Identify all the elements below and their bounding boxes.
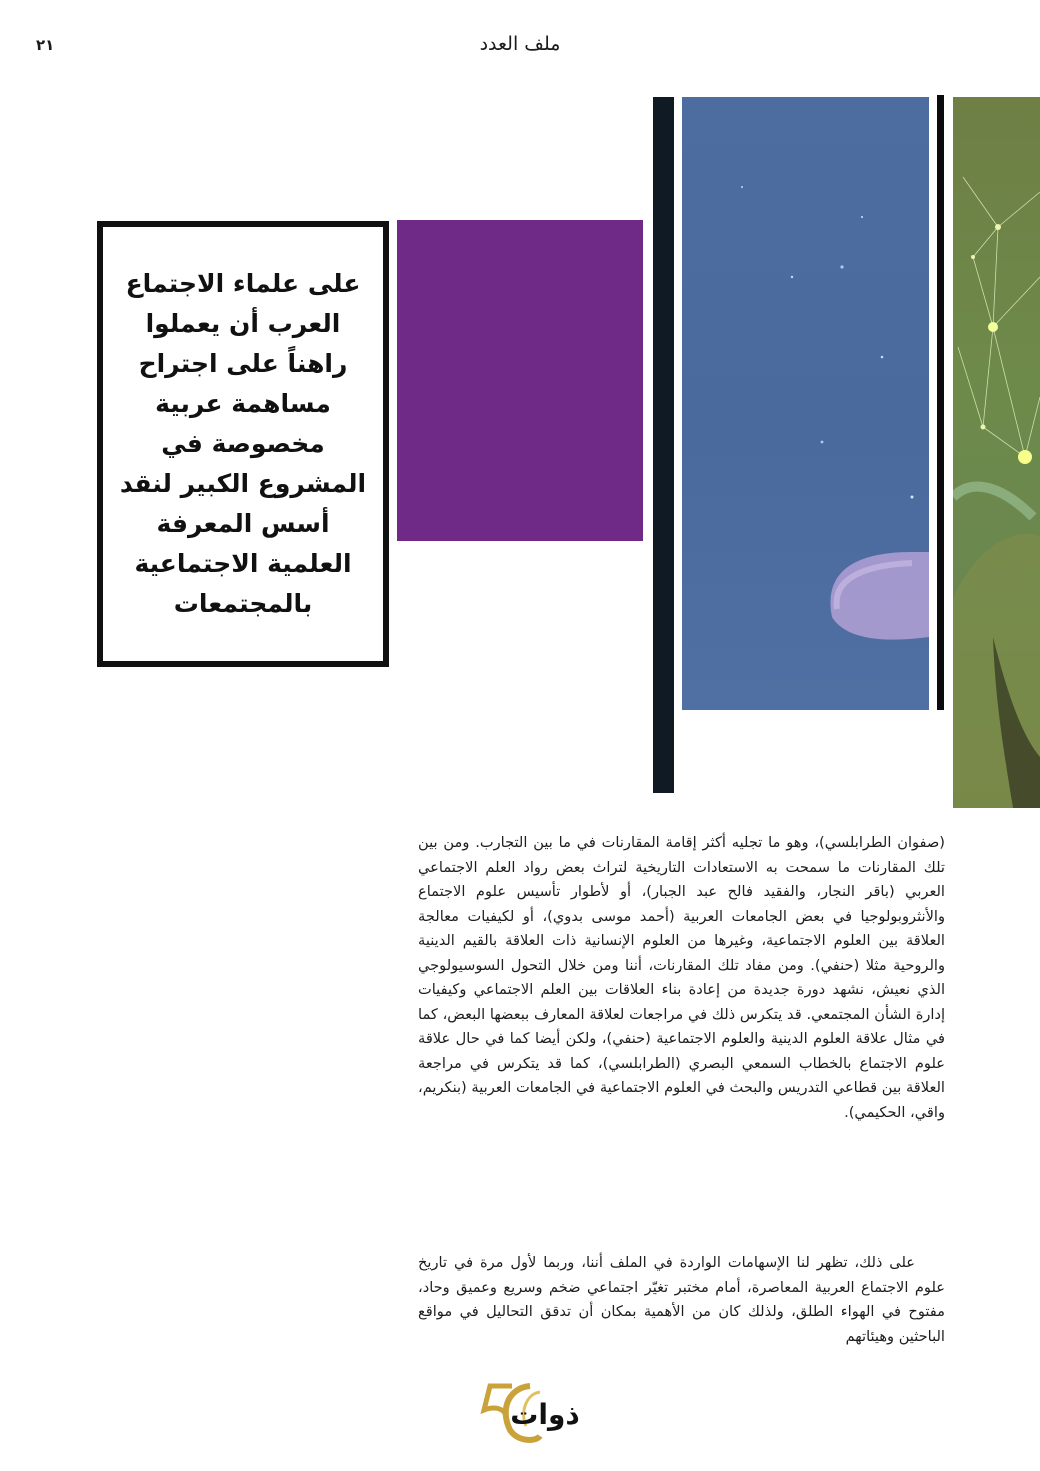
- network-illustration: [953, 97, 1040, 808]
- dark-vertical-bar: [653, 97, 674, 793]
- purple-color-block: [397, 220, 643, 541]
- article-paragraph-2: على ذلك، تظهر لنا الإسهامات الواردة في الملف أننا، وربما لأول مرة في تاريخ علوم الاجتماع العربية المعاصرة، أمام مختبر تغيّر اجتماعي ضخم وسريع وعميق وحاد، مفتوح في الهواء الطلق، ولذلك كان من الأهمية بمكان أن تدقق التحاليل في مواقع الباحثين وهيئاتهم: [418, 1254, 945, 1345]
- blue-image-panel: [682, 97, 929, 710]
- pull-quote-box: [97, 221, 389, 667]
- thin-vertical-bar: [937, 95, 944, 710]
- page-number: ٢١: [36, 36, 55, 54]
- pull-quote-text: على علماء الاجتماع العرب أن يعملوا راهناً على اجتراح مساهمة عربية مخصوصة في المشروع الكبير لنقد أسس المعرفة العلمية الاجتماعية بالمجتمعات: [119, 269, 367, 618]
- section-title: ملف العدد: [479, 33, 561, 55]
- logo-wordmark: ذوات: [510, 1398, 580, 1431]
- hand-finger-illustration: [682, 97, 929, 710]
- article-paragraph-1: (صفوان الطرابلسي)، وهو ما تجليه أكثر إقامة المقارنات في ما بين التجارب. ومن بين تلك المقارنات ما سمحت به الاستعادات التاريخية لتراث بعض رواد العلم الاجتماعي العربي (باقر النجار، والفقيد فالح عبد الجبار)، أو لأطوار تأسيس علوم الاجتماع والأنثروبولوجيا في بعض الجامعات العربية (أحمد موسى بدوي)، أو لكيفيات معالجة العلاقة بين العلوم الاجتماعية، وغيرها من العلوم الإنسانية ذات العلاقة بالقيم الدينية والروحية مثلا (حنفي). ومن مفاد تلك المقارنات، أننا ومن خلال التحول السوسيولوجي الذي نعيش، نشهد دورة جديدة من إعادة بناء العلاقات بين العلم الاجتماعي وكيفيات إدارة الشأن المجتمعي. قد يتكرس ذلك في مراجعات لعلاقة المعارف ببعضها البعض، كما في مثال علاقة العلوم الدينية والعلوم الاجتماعية (حنفي)، ولكن أيضا كما في حال علاقة علوم الاجتماع بالخطاب السمعي البصري (الطرابلسي)، كما قد يتكرس في مراجعة العلاقة بين قطاعي التدريس والبحث في العلوم الاجتماعية في الجامعات العربية (بنكريم، واقي، الحكيمي).: [418, 834, 945, 1121]
- green-network-image-panel: [953, 97, 1040, 808]
- dhawat-50-logo: [470, 1380, 620, 1450]
